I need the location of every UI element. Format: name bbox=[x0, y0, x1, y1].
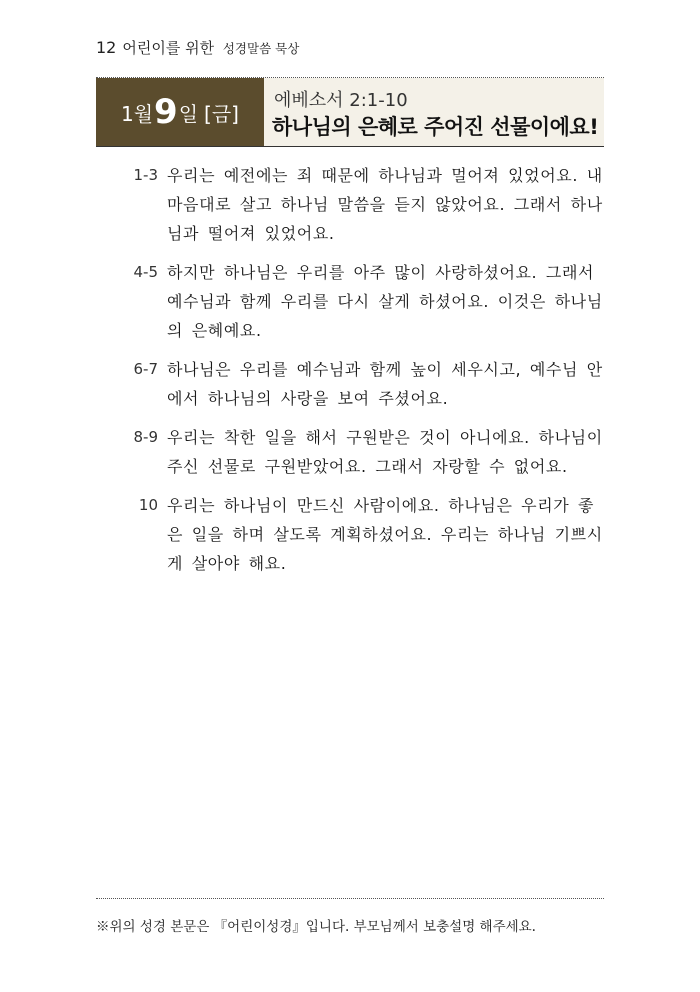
verse-item bbox=[96, 258, 604, 345]
date-day: 9 bbox=[154, 92, 178, 132]
verse-text: 하나님은 우리를 예수님과 함께 높이 세우시고, 예수님 안에서 하나님의 사랑을 보여 주셨어요. bbox=[167, 360, 603, 408]
devotion-header bbox=[96, 77, 604, 147]
date-weekday: [금] bbox=[204, 101, 239, 126]
footnote: ※위의 성경 본문은 『어린이성경』입니다. 부모님께서 보충설명 해주세요. bbox=[96, 919, 536, 935]
devotion-title: 하나님의 은혜로 주어진 선물이에요! bbox=[272, 115, 599, 139]
verse-list bbox=[96, 161, 604, 588]
verse-text: 하지만 하나님은 우리를 아주 많이 사랑하셨어요. 그래서 예수님과 함께 우리를 다시 살게 하셨어요. 이것은 하나님의 은혜예요. bbox=[167, 263, 603, 340]
date-day-suffix: 일 bbox=[178, 101, 199, 126]
title-box bbox=[264, 78, 604, 146]
page-number: 12 bbox=[96, 38, 117, 57]
verse-item bbox=[96, 423, 604, 481]
verse-number: 8-9 bbox=[133, 428, 158, 446]
verse-number: 1-3 bbox=[133, 166, 158, 184]
date-box bbox=[96, 78, 264, 146]
verse-text: 우리는 예전에는 죄 때문에 하나님과 멀어져 있었어요. 내 마음대로 살고 하나님 말씀을 듣지 않았어요. 그래서 하나님과 떨어져 있었어요. bbox=[167, 166, 603, 243]
verse-number: 4-5 bbox=[133, 263, 158, 281]
verse-text: 우리는 하나님이 만드신 사람이에요. 하나님은 우리가 좋은 일을 하며 살도록 계획하셨어요. 우리는 하나님 기쁘시게 살아야 해요. bbox=[167, 496, 603, 573]
verse-item bbox=[96, 355, 604, 413]
scripture-reference: 에베소서 2:1-10 bbox=[274, 90, 408, 111]
running-head bbox=[96, 37, 299, 58]
verse-item bbox=[96, 491, 604, 578]
footer-rule bbox=[96, 898, 604, 899]
verse-item bbox=[96, 161, 604, 248]
verse-number: 6-7 bbox=[133, 360, 158, 378]
running-head-title: 어린이를 위한 bbox=[122, 39, 215, 57]
date-month: 1월 bbox=[121, 101, 154, 126]
header-bottom-rule bbox=[96, 146, 604, 147]
verse-text: 우리는 착한 일을 해서 구원받은 것이 아니에요. 하나님이 주신 선물로 구원받았어요. 그래서 자랑할 수 없어요. bbox=[167, 428, 603, 476]
verse-number: 10 bbox=[138, 496, 158, 514]
running-head-book: 성경말씀 묵상 bbox=[222, 41, 300, 56]
